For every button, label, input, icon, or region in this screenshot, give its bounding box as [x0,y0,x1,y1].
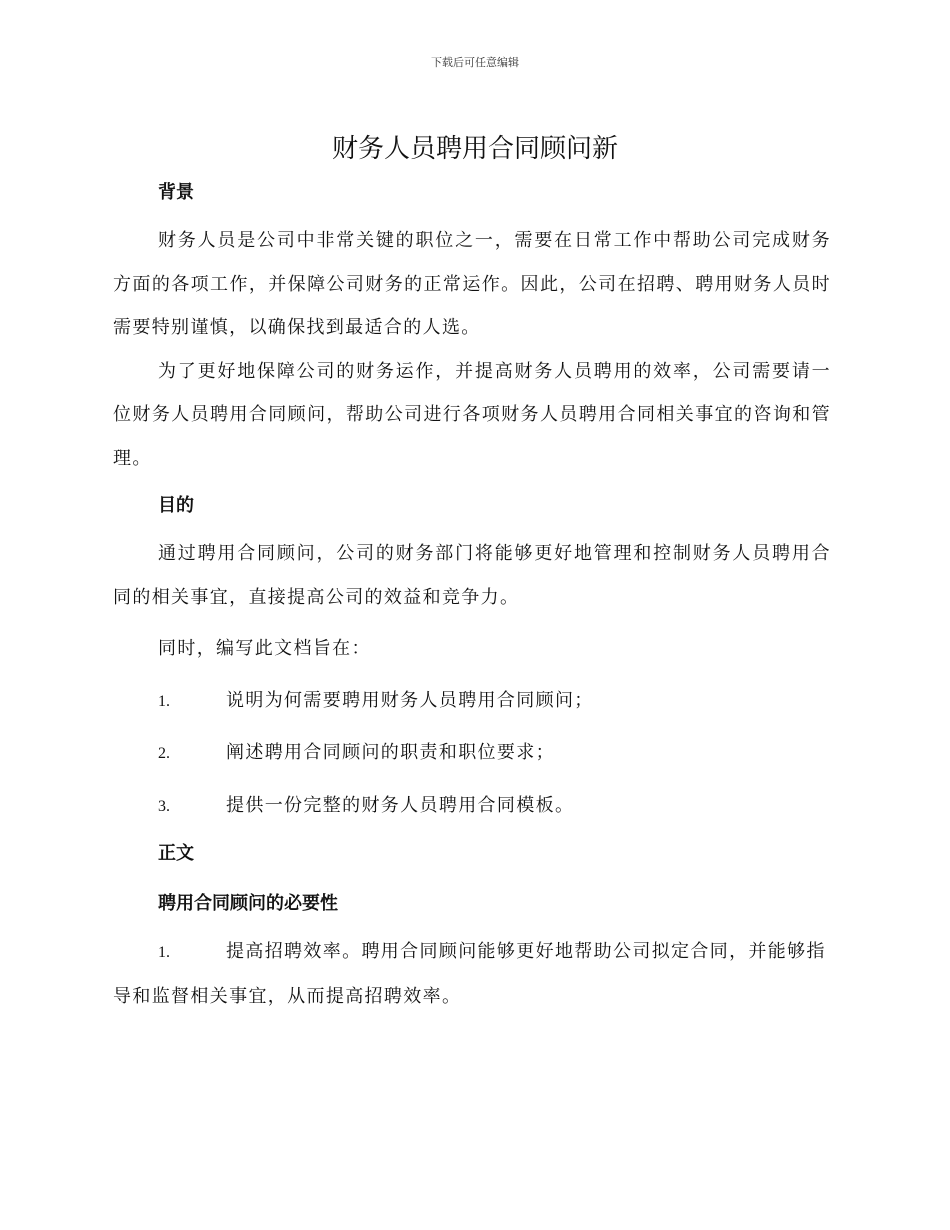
paragraph: 财务人员是公司中非常关键的职位之一，需要在日常工作中帮助公司完成财务方面的各项工作，并保障公司财务的正常运作。因此，公司在招聘、聘用财务人员时需要特别谨慎，以确保找到最适合的人选。 [113,230,831,338]
document-body [113,175,831,1018]
list-text: 说明为何需要聘用财务人员聘用合同顾问； [226,689,594,711]
paragraph: 同时，编写此文档旨在： [158,638,371,659]
list-text: 提供一份完整的财务人员聘用合同模板。 [226,794,575,816]
list-item [113,679,831,724]
section-heading-background: 背景 [158,182,194,203]
list-item [113,731,831,776]
section-heading-body: 正文 [158,843,194,864]
list-number: 3. [158,797,170,815]
subsection-heading-necessity: 聘用合同顾问的必要性 [158,893,338,914]
list-number: 1. [158,944,170,961]
list-number: 1. [158,692,170,710]
list-item [113,784,831,829]
list-item [113,930,831,1018]
page-header-note: 下载后可任意编辑 [431,56,519,69]
list-text: 提高招聘效率。聘用合同顾问能够更好地帮助公司拟定合同，并能够指导和监督相关事宜，从而提高招聘效率。 [113,941,826,1007]
document-title: 财务人员聘用合同顾问新 [331,134,618,164]
section-heading-purpose: 目的 [158,495,194,516]
list-text: 阐述聘用合同顾问的职责和职位要求； [226,742,555,763]
paragraph: 通过聘用合同顾问，公司的财务部门将能够更好地管理和控制财务人员聘用合同的相关事宜，直接提高公司的效益和竞争力。 [113,543,831,608]
paragraph: 为了更好地保障公司的财务运作，并提高财务人员聘用的效率，公司需要请一位财务人员聘用合同顾问，帮助公司进行各项财务人员聘用合同相关事宜的咨询和管理。 [113,360,831,469]
list-number: 2. [158,745,170,762]
